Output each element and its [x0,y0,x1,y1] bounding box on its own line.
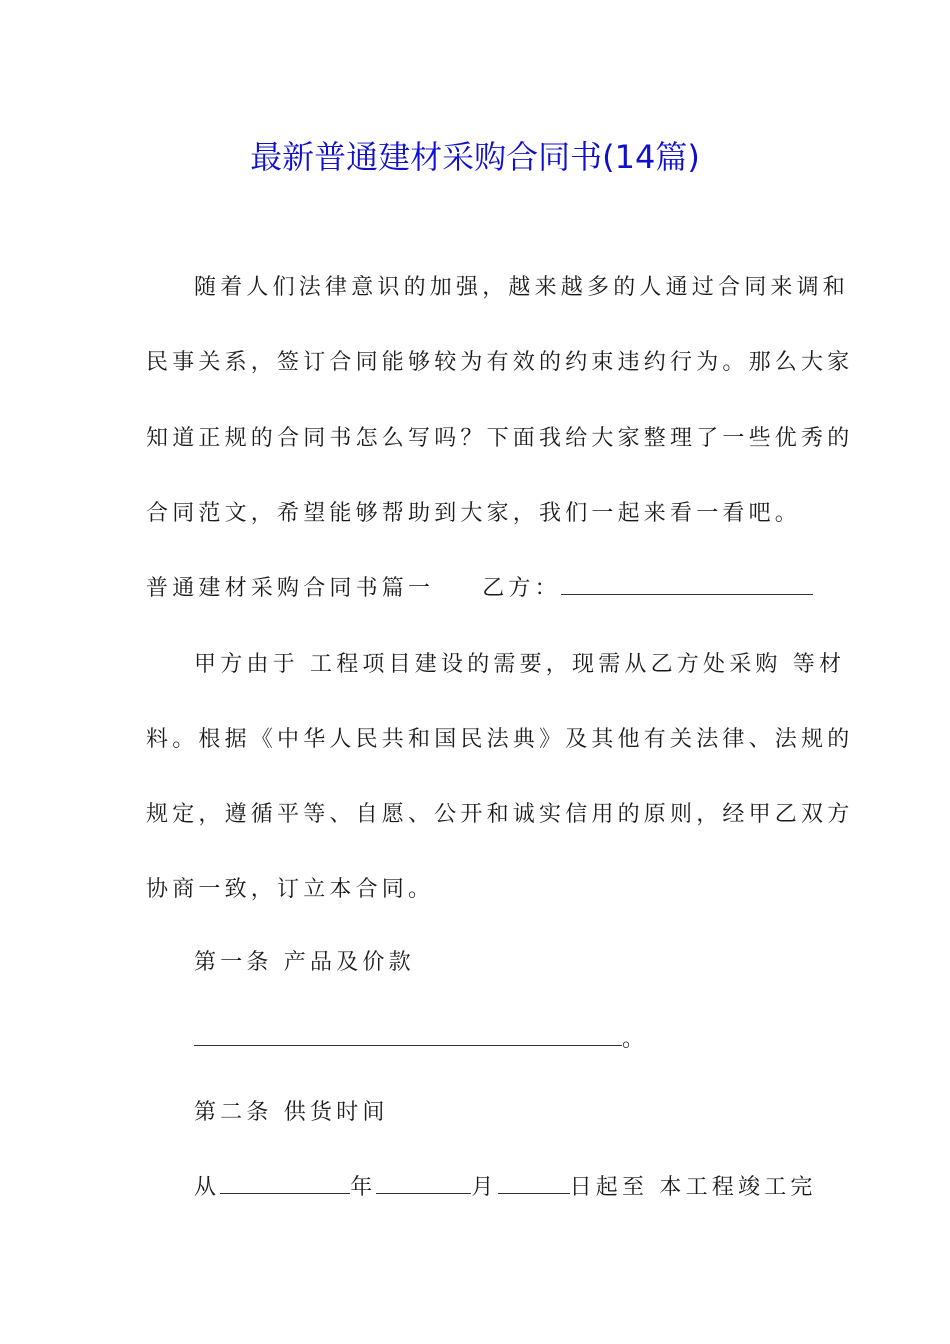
intro-line-2: 民事关系，签订合同能够较为有效的约束违约行为。那么大家 [146,350,854,375]
supply-month-blank[interactable] [376,1175,471,1194]
article-1-title: 第一条 产品及价款 [194,950,415,975]
document-title: 最新普通建材采购合同书(14篇) [250,138,700,176]
article-1-blank-row [194,1022,648,1053]
supply-time-row [194,1170,817,1201]
supply-day-blank[interactable] [498,1175,570,1194]
product-price-blank[interactable] [194,1027,622,1046]
section-heading-row [146,571,813,602]
body-line-4: 协商一致，订立本合同。 [146,877,435,902]
intro-line-3: 知道正规的合同书怎么写吗？下面我给大家整理了一些优秀的 [146,426,854,451]
article-2-title: 第二条 供货时间 [194,1100,389,1125]
body-line-1: 甲方由于 工程项目建设的需要，现需从乙方处采购 等材 [194,652,846,677]
section-heading: 普通建材采购合同书篇一 [146,576,435,601]
supply-year-label: 年 [350,1175,377,1200]
supply-tail: 日起至 本工程竣工完 [569,1175,817,1200]
party-b-label: 乙方： [482,576,561,601]
body-line-3: 规定，遵循平等、自愿、公开和诚实信用的原则，经甲乙双方 [146,802,854,827]
article-1-end: 。 [622,1027,649,1052]
supply-month-label: 月 [471,1175,498,1200]
supply-from: 从 [194,1175,221,1200]
intro-line-1: 随着人们法律意识的加强，越来越多的人通过合同来调和 [194,275,850,300]
supply-year-blank[interactable] [220,1175,350,1194]
body-line-2: 料。根据《中华人民共和国民法典》及其他有关法律、法规的 [146,727,854,752]
party-b-blank[interactable] [561,576,813,595]
intro-line-4: 合同范文，希望能够帮助到大家，我们一起来看一看吧。 [146,501,802,526]
